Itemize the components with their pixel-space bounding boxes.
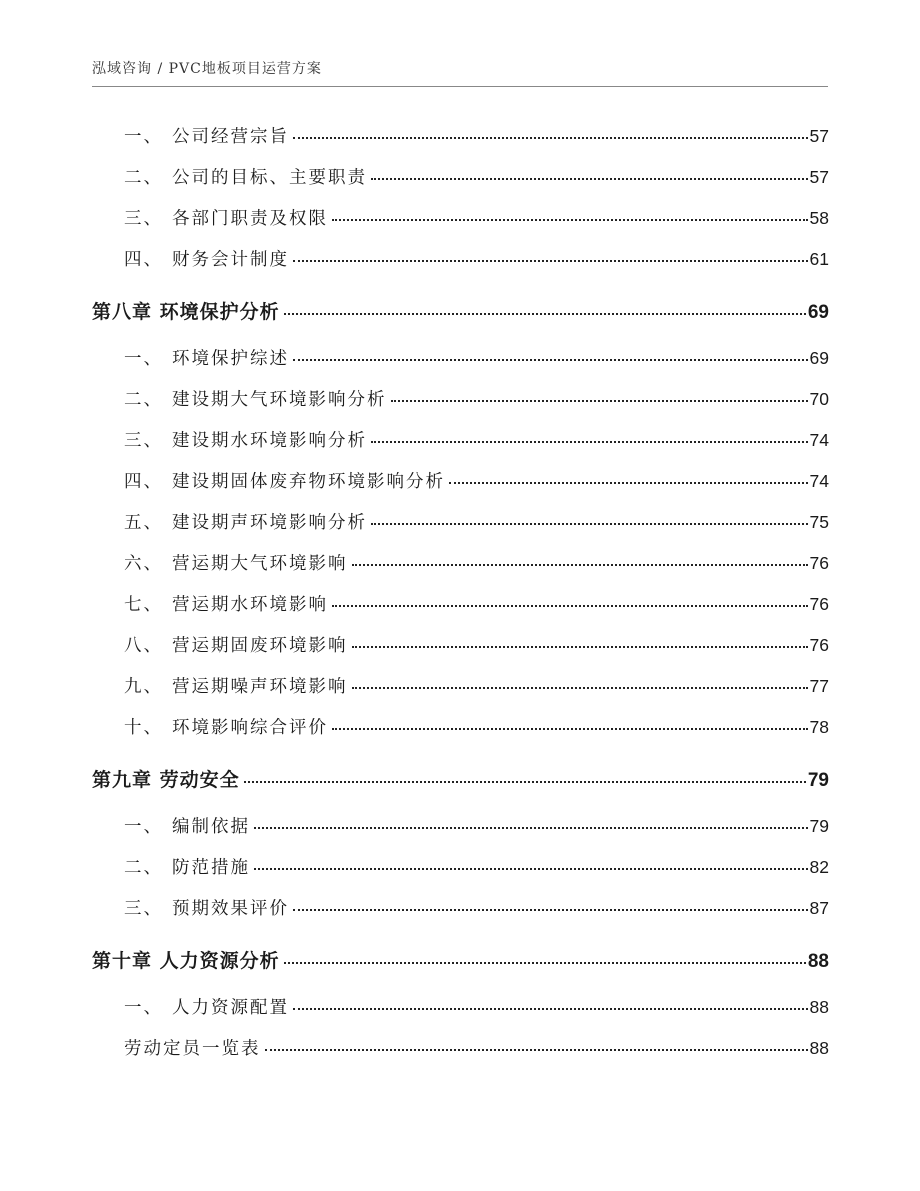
toc-entry[interactable] (92, 543, 829, 584)
toc-entry-number: 四、 (124, 250, 163, 270)
toc-chapter-page: 88 (807, 951, 829, 972)
toc-chapter-title: 第十章 人力资源分析 (92, 950, 280, 972)
toc-entry-page: 74 (809, 430, 829, 450)
toc-entry-number: 十、 (124, 718, 163, 738)
dot-leader (244, 781, 806, 783)
toc-entry-number: 九、 (124, 677, 163, 697)
toc-entry[interactable] (92, 987, 829, 1028)
dot-leader (371, 178, 808, 180)
dot-leader (391, 400, 808, 402)
toc-entry-title: 防范措施 (172, 858, 250, 878)
toc-entry[interactable] (92, 502, 829, 543)
toc-entry[interactable] (92, 116, 829, 157)
toc-entry-title: 建设期声环境影响分析 (172, 513, 367, 533)
dot-leader (293, 1008, 808, 1010)
toc-entry-page: 88 (809, 997, 829, 1017)
dot-leader (371, 523, 808, 525)
toc-chapter-title: 第八章 环境保护分析 (92, 301, 280, 323)
toc-entry-page: 70 (809, 389, 829, 409)
toc-entry-staff-table[interactable] (92, 1028, 829, 1069)
toc-entry-page: 58 (809, 208, 829, 228)
toc-entry-number: 一、 (124, 349, 163, 369)
dot-leader (293, 260, 808, 262)
toc-entry[interactable] (92, 157, 829, 198)
toc-entry-page: 57 (809, 167, 829, 187)
toc-entry-number: 一、 (124, 127, 163, 147)
toc-entry-number: 三、 (124, 899, 163, 919)
toc-entry[interactable] (92, 666, 829, 707)
toc-chapter-title: 第九章 劳动安全 (92, 769, 240, 791)
toc-entry-number: 四、 (124, 472, 163, 492)
toc-entry-title: 人力资源配置 (172, 998, 289, 1018)
toc-entry-page: 82 (809, 857, 829, 877)
toc-chapter-10[interactable] (92, 935, 829, 987)
toc-entry-title: 建设期水环境影响分析 (172, 431, 367, 451)
dot-leader (284, 313, 806, 315)
toc-entry-title: 劳动定员一览表 (124, 1039, 261, 1059)
toc-entry-number: 二、 (124, 858, 163, 878)
toc-entry-number: 一、 (124, 998, 163, 1018)
dot-leader (293, 359, 808, 361)
table-of-contents (92, 116, 829, 1069)
toc-entry-title: 预期效果评价 (172, 899, 289, 919)
dot-leader (293, 909, 808, 911)
dot-leader (284, 962, 806, 964)
dot-leader (293, 137, 808, 139)
toc-entry-page: 75 (809, 512, 829, 532)
toc-entry-title: 营运期固废环境影响 (172, 636, 348, 656)
toc-entry-title: 营运期水环境影响 (172, 595, 328, 615)
toc-entry-number: 三、 (124, 431, 163, 451)
toc-entry-page: 74 (809, 471, 829, 491)
toc-entry-number: 六、 (124, 554, 163, 574)
toc-entry[interactable] (92, 806, 829, 847)
page-header: 泓域咨询 / PVC地板项目运营方案 (92, 58, 828, 87)
dot-leader (352, 687, 808, 689)
toc-entry[interactable] (92, 461, 829, 502)
toc-entry-page: 61 (809, 249, 829, 269)
toc-entry-page: 57 (809, 126, 829, 146)
toc-entry-number: 一、 (124, 817, 163, 837)
toc-entry-title: 建设期固体废弃物环境影响分析 (172, 472, 445, 492)
toc-entry-number: 三、 (124, 209, 163, 229)
dot-leader (254, 827, 808, 829)
toc-entry-page: 76 (809, 594, 829, 614)
toc-chapter-9[interactable] (92, 754, 829, 806)
toc-entry-page: 77 (809, 676, 829, 696)
toc-entry-page: 76 (809, 553, 829, 573)
toc-entry-title: 建设期大气环境影响分析 (172, 390, 387, 410)
dot-leader (332, 219, 808, 221)
toc-entry-number: 八、 (124, 636, 163, 656)
toc-entry-number: 五、 (124, 513, 163, 533)
dot-leader (254, 868, 808, 870)
dot-leader (332, 605, 808, 607)
toc-entry[interactable] (92, 584, 829, 625)
toc-entry[interactable] (92, 847, 829, 888)
dot-leader (265, 1049, 808, 1051)
dot-leader (352, 646, 808, 648)
dot-leader (371, 441, 808, 443)
dot-leader (332, 728, 808, 730)
toc-entry[interactable] (92, 625, 829, 666)
toc-entry-number: 二、 (124, 168, 163, 188)
toc-chapter-8[interactable] (92, 286, 829, 338)
toc-entry-page: 76 (809, 635, 829, 655)
toc-entry-title: 营运期大气环境影响 (172, 554, 348, 574)
toc-entry-title: 公司的目标、主要职责 (172, 168, 367, 188)
toc-entry-title: 环境影响综合评价 (172, 718, 328, 738)
toc-entry[interactable] (92, 420, 829, 461)
toc-entry-title: 各部门职责及权限 (172, 209, 328, 229)
toc-entry-title: 编制依据 (172, 817, 250, 837)
toc-entry-page: 88 (809, 1038, 829, 1058)
toc-entry[interactable] (92, 888, 829, 929)
toc-entry[interactable] (92, 239, 829, 280)
toc-chapter-page: 79 (807, 770, 829, 791)
toc-entry-number: 二、 (124, 390, 163, 410)
toc-entry-page: 78 (809, 717, 829, 737)
toc-entry-page: 87 (809, 898, 829, 918)
toc-entry-title: 营运期噪声环境影响 (172, 677, 348, 697)
toc-entry-page: 79 (809, 816, 829, 836)
toc-chapter-page: 69 (807, 302, 829, 323)
dot-leader (352, 564, 808, 566)
toc-entry[interactable] (92, 338, 829, 379)
toc-entry-title: 公司经营宗旨 (172, 127, 289, 147)
toc-entry[interactable] (92, 198, 829, 239)
toc-entry-title: 环境保护综述 (172, 349, 289, 369)
toc-entry[interactable] (92, 379, 829, 420)
toc-entry-title: 财务会计制度 (172, 250, 289, 270)
toc-entry-page: 69 (809, 348, 829, 368)
toc-entry[interactable] (92, 707, 829, 748)
toc-entry-number: 七、 (124, 595, 163, 615)
dot-leader (449, 482, 808, 484)
